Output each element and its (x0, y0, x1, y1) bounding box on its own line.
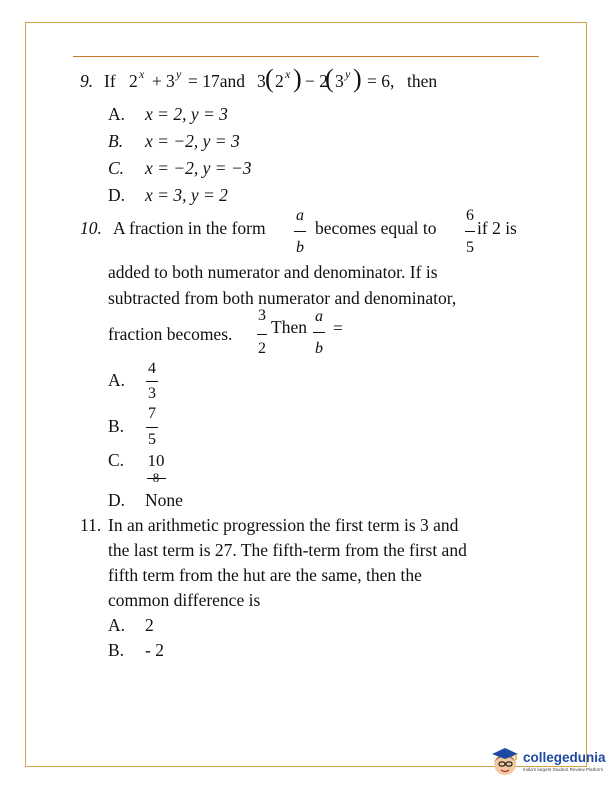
q10-frac-ab-num: a (296, 207, 304, 224)
q9-eq1-plus: + (152, 71, 162, 91)
q10-option-b-num: 7 (148, 405, 156, 422)
q9-option-b-label: B. (108, 131, 124, 151)
q10-frac-ab2-num: a (315, 308, 323, 325)
q9-option-c-label: C. (108, 158, 125, 178)
q11-option-b-text: - 2 (145, 640, 164, 660)
q9-option-b-text: x = −2, y = 3 (145, 131, 240, 151)
q11-option-b-label: B. (108, 640, 125, 660)
q9-eq1-rhs: = 17and (188, 71, 246, 91)
q11-line1: In an arithmetic progression the first term is 3 and (108, 515, 459, 535)
q10-option-d-label: D. (108, 490, 126, 510)
q9-eq2-lparen1: ( (265, 64, 274, 93)
q10-number: 10. (80, 218, 102, 238)
q9-option-a-text: x = 2, y = 3 (145, 104, 228, 124)
q10-option-a-den: 3 (148, 385, 156, 402)
q9-eq1-exp-x: x (139, 67, 145, 81)
q11-option-a-label: A. (108, 615, 126, 635)
q10-option-a-num: 4 (148, 360, 156, 377)
q10-frac-ab2-bar (313, 332, 325, 333)
q9-number: 9. (80, 71, 94, 91)
q9-eq1-base2: 2 (129, 71, 138, 91)
q10-line3: subtracted from both numerator and denominator, (108, 288, 457, 308)
q10-line4-eq: = (333, 318, 343, 338)
q10-option-c-strike (147, 478, 166, 479)
collegedunia-logo-icon (490, 744, 522, 780)
q10-frac-32-bar (257, 334, 267, 335)
q10-option-b-bar (146, 427, 158, 428)
q10-line2: added to both numerator and denominator. If is (108, 262, 438, 282)
q10-option-a-bar (146, 381, 158, 382)
q10-option-c-den: 8 (152, 470, 160, 485)
q9-eq1-exp-y: y (176, 67, 182, 81)
q10-frac-ab2-den: b (315, 340, 323, 357)
brand-tagline: India's largest Student Review Platform (523, 767, 604, 772)
q11-line3: fifth term from the hut are the same, then the (108, 565, 422, 585)
q9-eq2-exp-y: y (345, 67, 351, 81)
q10-option-b-label: B. (108, 416, 125, 436)
q9-if: If (104, 71, 116, 91)
q10-option-b-den: 5 (148, 431, 156, 448)
q10-frac-32-num: 3 (258, 307, 266, 324)
q9-eq2-rparen1: ) (293, 64, 302, 93)
q10-line4-a: fraction becomes. (108, 324, 233, 344)
q10-line4-then: Then (271, 317, 307, 337)
header-rule (73, 56, 539, 57)
q9-eq2-exp-x: x (285, 67, 291, 81)
q11-line2: the last term is 27. The fifth-term from the first and (108, 540, 467, 560)
q9-option-a-label: A. (108, 104, 126, 124)
q9-then: then (407, 71, 438, 91)
q10-option-c-label: C. (108, 450, 125, 470)
brand-name: collegedunia (523, 750, 606, 765)
q10-line1-c: if 2 is (477, 218, 517, 238)
q11-number: 11. (80, 515, 102, 535)
q9-option-d-label: D. (108, 185, 126, 205)
q10-frac-ab-bar (294, 231, 306, 232)
q10-option-a-label: A. (108, 370, 126, 390)
q10-frac-ab-den: b (296, 239, 304, 256)
q9-eq2-lparen2: ( (325, 64, 334, 93)
q10-frac-65-den: 5 (466, 239, 474, 256)
q11-line4: common difference is (108, 590, 261, 610)
q9-option-d-text: x = 3, y = 2 (145, 185, 228, 205)
q10-frac-65-bar (465, 231, 475, 232)
q9-eq2-rparen2: ) (353, 64, 362, 93)
q9-option-c-text: x = −2, y = −3 (145, 158, 252, 178)
q10-option-c-num: 10 (147, 451, 165, 470)
q9-eq2-base3: 3 (335, 71, 344, 91)
q9-eq2-coef3: 3 (257, 71, 266, 91)
q10-line1-b: becomes equal to (315, 218, 437, 238)
q9-eq2-base2: 2 (275, 71, 284, 91)
q10-frac-32-den: 2 (258, 340, 266, 357)
q11-option-a-text: 2 (145, 615, 154, 635)
q9-eq2-rhs: = 6, (367, 71, 395, 91)
q9-eq1-base3: 3 (166, 71, 175, 91)
q9-eq2-minus: − 2 (305, 71, 328, 91)
q10-frac-65-num: 6 (466, 207, 474, 224)
q10-line1-a: A fraction in the form (113, 218, 266, 238)
q10-option-d-text: None (145, 490, 183, 510)
